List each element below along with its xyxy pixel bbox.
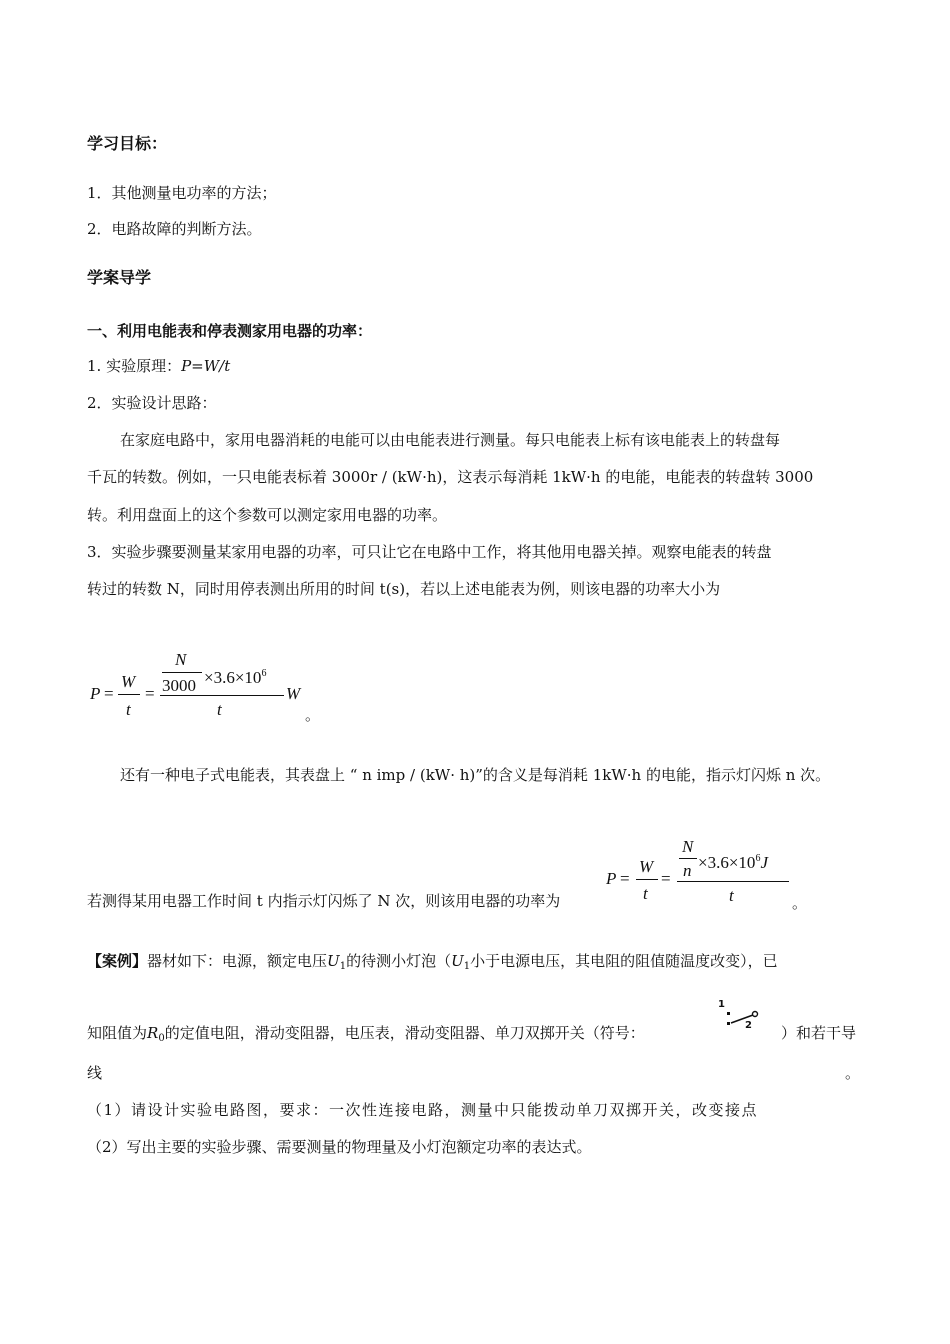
f1-eq2: =: [145, 684, 155, 703]
f2-N: N: [682, 837, 694, 856]
case-line-2: 知阻值为$R_0$的定值电阻，滑动变阻器，电压表，滑动变阻器、单刀双掷开关（符号：: [87, 1024, 645, 1044]
principle-line: [87, 356, 230, 376]
question-1: （1）请设计实验电路图，要求：一次性连接电路，测量中只能拨动单刀双掷开关，改变接点: [87, 1101, 759, 1119]
case-line-1: 【案例】器材如下：电源，额定电压$U_1$的待测小灯泡（$U_1$小于电源电压，其电阻的阻值随温度改变），已: [87, 952, 778, 972]
question-2: （2）写出主要的实验步骤、需要测量的物理量及小灯泡额定功率的表达式。: [87, 1138, 592, 1156]
electronic-meter-text: 还有一种电子式电能表，其表盘上 “ n imp / (kW· h)”的含义是每消耗 1kW·h 的电能，指示灯闪烁 n 次。: [120, 766, 831, 784]
f1-denom: 3000: [162, 676, 196, 695]
f1-t: t: [126, 700, 131, 719]
f2-period: 。: [792, 894, 808, 912]
switch-label-1: 1: [718, 999, 725, 1010]
heading-study-guide: 学案导学: [87, 268, 152, 287]
step3-line-1: 3．实验步骤要测量某家用电器的功率，可只让它在电路中工作，将其他用电器关掉。观察电能表的转盘: [87, 543, 772, 561]
f1-N: N: [175, 650, 187, 669]
f2-t: t: [643, 884, 648, 903]
electronic-second-text: 若测得某用电器工作时间 t 内指示灯闪烁了 N 次，则该用电器的功率为: [87, 892, 561, 910]
switch-label-2: 2: [745, 1020, 752, 1031]
case-line-3: 线: [87, 1064, 103, 1082]
f2-denominator-t: t: [729, 886, 734, 905]
principle-formula: P=W/t: [181, 357, 231, 375]
goal-item-1: 1．其他测量电功率的方法；: [87, 184, 277, 202]
case-label: 【案例】: [87, 952, 148, 970]
goal-item-2: 2．电路故障的判断方法。: [87, 220, 262, 238]
case-line-3-end: 。: [845, 1064, 861, 1082]
case-line-2-end: ）和若干导: [781, 1024, 857, 1042]
f1-times: $\times 3.6\times 10^6$: [204, 668, 267, 687]
f2-eq2: =: [661, 869, 671, 888]
f1-P: P: [90, 684, 101, 703]
f1-tail-W: W: [286, 684, 301, 703]
f1-W: W: [121, 672, 136, 691]
f2-times: $\times 3.6\times 10^6J$: [698, 853, 768, 872]
heading-learning-goals: 学习目标：: [87, 134, 168, 153]
f1-eq1: =: [104, 684, 114, 703]
f2-P: P: [606, 869, 617, 888]
f2-eq1: =: [620, 869, 630, 888]
f2-W: W: [639, 857, 654, 876]
part1-heading: 一、利用电能表和停表测家用电器的功率：: [87, 322, 373, 340]
para-line-1: 在家庭电路中，家用电器消耗的电能可以由电能表进行测量。每只电能表上标有该电能表上的转盘每: [120, 431, 781, 449]
principle-prefix: 1. 实验原理：: [87, 357, 182, 375]
para-line-3: 转。利用盘面上的这个参数可以测定家用电器的功率。: [87, 506, 448, 524]
f1-denominator-t: t: [217, 700, 222, 719]
para-line-2: 千瓦的转数。例如，一只电能表标着 3000r / (kW·h)，这表示每消耗 1kW·h 的电能，电能表的转盘转 3000: [87, 468, 814, 486]
design-title: 2．实验设计思路：: [87, 394, 217, 412]
f1-period: 。: [305, 706, 321, 724]
step3-line-2: 转过的转数 N，同时用停表测出所用的时间 t(s)，若以上述电能表为例，则该电器的功率大小为: [87, 580, 721, 598]
f2-n: n: [683, 861, 692, 880]
spdt-switch-icon: [712, 998, 772, 1038]
